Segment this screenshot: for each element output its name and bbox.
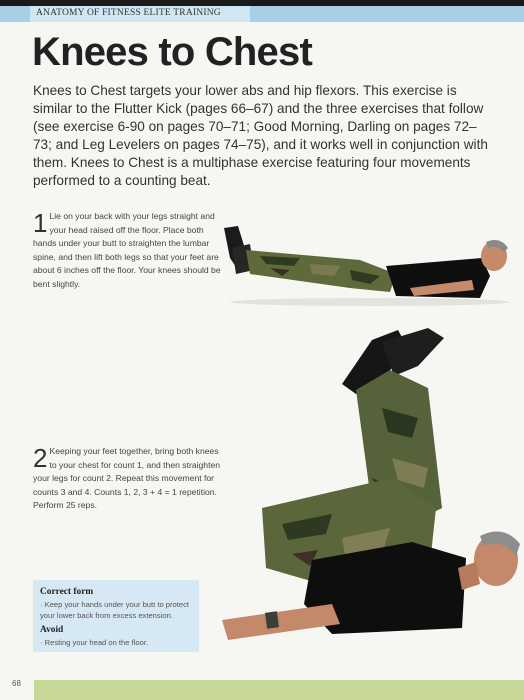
step-1 [33, 210, 221, 292]
step-2-text: Keeping your feet together, bring both knees to your chest for count 1, and then straighten your legs for count 2. Repeat this movement for counts 3 and 4. Counts 1, 2, 3 + 4 = 1 repetition. Perform 25 reps. [33, 446, 221, 511]
footer-band [34, 680, 524, 700]
avoid-heading: Avoid [40, 625, 64, 635]
intro-paragraph: Knees to Chest targets your lower abs and hip flexors. This exercise is similar to the Flutter Kick (pages 66–67) and the three exercises that follow (see exercise 6-90 on pages 70–71; Good Morning, Darling on pages 72–73; and Leg Levelers on pages 74–75), and it works well in conjunction with them. Knees to Chest is a multiphase exercise featuring four movements performed to a counting beat. [33, 83, 488, 188]
step-1-text: Lie on your back with your legs straight and your head raised off the floor. Place both hands under your butt to straighten the lumbar spine, and then lift both legs so that your feet are about 6 inches off the floor. Your knees should be bent slightly. [33, 211, 221, 289]
page-title: Knees to Chest [32, 30, 312, 74]
correct-form-heading: Correct form [40, 587, 94, 597]
form-tips-box [33, 580, 199, 652]
step-1-number: 1 [33, 208, 48, 238]
step-2-number: 2 [33, 443, 48, 473]
exercise-photo-legs-extended [210, 218, 520, 308]
running-head: ANATOMY OF FITNESS ELITE TRAINING [36, 8, 221, 18]
header-band [0, 6, 524, 22]
page-number: 68 [12, 679, 21, 688]
exercise-photo-knees-raised [222, 328, 524, 648]
correct-form-text: · Keep your hands under your butt to protect your lower back from excess extension. [40, 600, 190, 620]
avoid-text: · Resting your head on the floor. [40, 638, 149, 647]
step-2 [33, 445, 221, 513]
